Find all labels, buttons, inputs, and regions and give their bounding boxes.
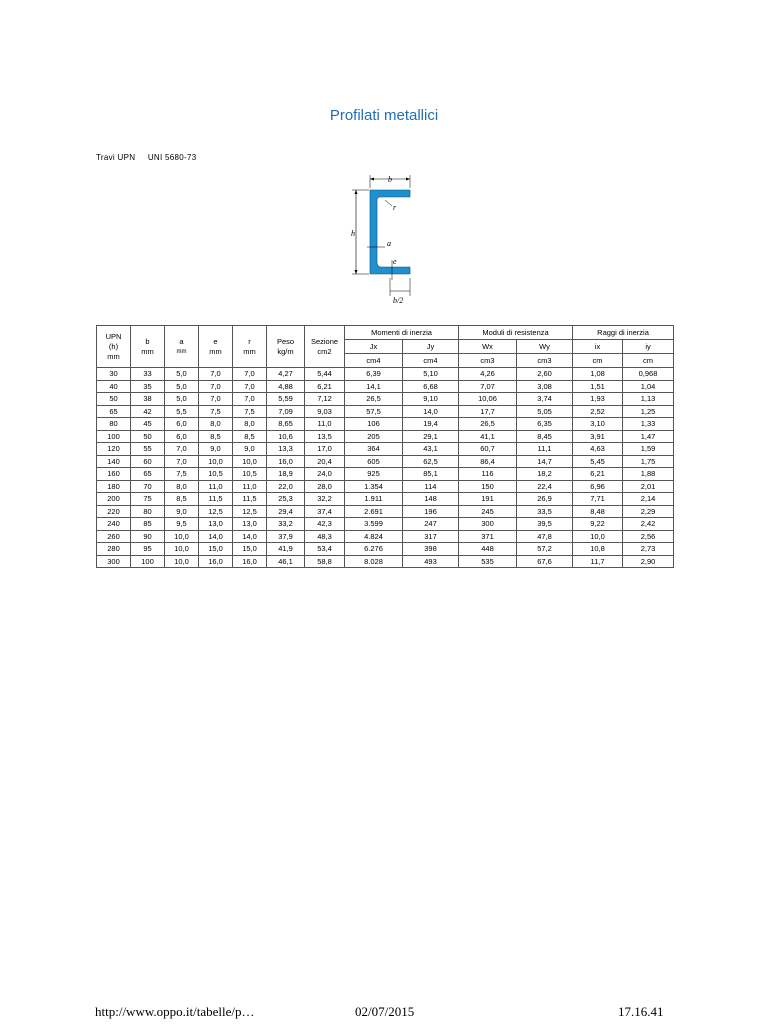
table-cell: 5,59 [267, 393, 305, 406]
table-cell: 8,48 [573, 505, 623, 518]
table-cell: 247 [403, 518, 459, 531]
dim-label-e: e [393, 257, 397, 266]
table-cell: 8,45 [517, 430, 573, 443]
table-row [97, 393, 674, 406]
table-cell: 6,21 [573, 468, 623, 481]
table-cell: 120 [97, 443, 131, 456]
table-cell: 62,5 [403, 455, 459, 468]
table-cell: 8,5 [165, 493, 199, 506]
footer-date: 02/07/2015 [355, 1004, 415, 1019]
table-row [97, 455, 674, 468]
unit-jy: cm4 [403, 354, 459, 368]
unit-wy: cm3 [517, 354, 573, 368]
dim-label-b: b [388, 175, 392, 184]
dim-label-h: h [351, 229, 355, 238]
table-cell: 280 [97, 543, 131, 556]
footer-time: 17.16.41 [618, 1004, 664, 1019]
page-title: Profilati metallici [329, 107, 439, 124]
table-cell: 5,0 [165, 380, 199, 393]
table-cell: 925 [345, 468, 403, 481]
table-cell: 8,0 [199, 418, 233, 431]
table-cell: 535 [459, 555, 517, 568]
table-cell: 5,0 [165, 368, 199, 381]
table-cell: 2,14 [623, 493, 674, 506]
table-cell: 32,2 [305, 493, 345, 506]
table-cell: 7,71 [573, 493, 623, 506]
table-cell: 86,4 [459, 455, 517, 468]
table-cell: 7,0 [233, 380, 267, 393]
footer-url: http://www.oppo.it/tabelle/p… [95, 1004, 255, 1019]
table-cell: 16,0 [267, 455, 305, 468]
table-cell: 448 [459, 543, 517, 556]
table-cell: 1,04 [623, 380, 674, 393]
table-cell: 25,3 [267, 493, 305, 506]
dim-label-b-half: b/2 [393, 296, 404, 305]
table-cell: 9,0 [233, 443, 267, 456]
table-cell: 7,0 [199, 393, 233, 406]
table-cell: 9,10 [403, 393, 459, 406]
unit-ix: cm [573, 354, 623, 368]
table-cell: 100 [131, 555, 165, 568]
table-cell: 43,1 [403, 443, 459, 456]
section-subtitle [96, 153, 197, 162]
table-cell: 22,0 [267, 480, 305, 493]
table-cell: 3,08 [517, 380, 573, 393]
table-cell: 26,9 [517, 493, 573, 506]
table-cell: 371 [459, 530, 517, 543]
table-cell: 6,0 [165, 418, 199, 431]
table-cell: 48,3 [305, 530, 345, 543]
table-cell: 2.691 [345, 505, 403, 518]
table-cell: 150 [459, 480, 517, 493]
table-row [97, 430, 674, 443]
table-row [97, 468, 674, 481]
table-cell: 13,0 [199, 518, 233, 531]
table-cell: 10,06 [459, 393, 517, 406]
table-cell: 14,1 [345, 380, 403, 393]
table-cell: 42,3 [305, 518, 345, 531]
table-cell: 7,0 [233, 368, 267, 381]
table-cell: 245 [459, 505, 517, 518]
table-cell: 8,5 [199, 430, 233, 443]
unit-iy: cm [623, 354, 674, 368]
table-cell: 37,9 [267, 530, 305, 543]
table-cell: 29,1 [403, 430, 459, 443]
table-cell: 9,03 [305, 405, 345, 418]
table-cell: 106 [345, 418, 403, 431]
table-cell: 90 [131, 530, 165, 543]
col-header-ix: ix [573, 340, 623, 354]
table-cell: 260 [97, 530, 131, 543]
group-header-momenti: Momenti di inerzia [345, 326, 459, 340]
table-cell: 200 [97, 493, 131, 506]
table-cell: 7,12 [305, 393, 345, 406]
table-cell: 13,5 [305, 430, 345, 443]
table-cell: 50 [97, 393, 131, 406]
table-cell: 24,0 [305, 468, 345, 481]
table-cell: 3,91 [573, 430, 623, 443]
table-cell: 10,0 [165, 555, 199, 568]
table-cell: 13,0 [233, 518, 267, 531]
table-cell: 11,0 [233, 480, 267, 493]
col-header-jy: Jy [403, 340, 459, 354]
table-row [97, 418, 674, 431]
table-cell: 6,96 [573, 480, 623, 493]
table-cell: 7,0 [199, 368, 233, 381]
table-cell: 26,5 [345, 393, 403, 406]
table-cell: 18,9 [267, 468, 305, 481]
table-cell: 8,0 [165, 480, 199, 493]
table-cell: 7,5 [233, 405, 267, 418]
table-cell: 11,5 [199, 493, 233, 506]
table-cell: 11,7 [573, 555, 623, 568]
col-header-a: a mm [165, 326, 199, 368]
table-cell: 10,5 [233, 468, 267, 481]
col-header-b: b mm [131, 326, 165, 368]
table-row [97, 368, 674, 381]
table-cell: 140 [97, 455, 131, 468]
table-cell: 4.824 [345, 530, 403, 543]
table-row [97, 493, 674, 506]
table-cell: 1,08 [573, 368, 623, 381]
col-header-r: r mm [233, 326, 267, 368]
table-cell: 2,42 [623, 518, 674, 531]
table-cell: 5,10 [403, 368, 459, 381]
table-cell: 58,8 [305, 555, 345, 568]
group-header-moduli: Moduli di resistenza [459, 326, 573, 340]
table-cell: 2,29 [623, 505, 674, 518]
table-row [97, 405, 674, 418]
table-cell: 67,6 [517, 555, 573, 568]
table-cell: 2,56 [623, 530, 674, 543]
table-cell: 2,52 [573, 405, 623, 418]
col-header-upn: UPN (h) mm [97, 326, 131, 368]
table-cell: 116 [459, 468, 517, 481]
table-cell: 14,0 [199, 530, 233, 543]
table-cell: 10,0 [573, 530, 623, 543]
table-row [97, 555, 674, 568]
table-cell: 20,4 [305, 455, 345, 468]
table-cell: 1,47 [623, 430, 674, 443]
table-cell: 7,0 [165, 443, 199, 456]
table-cell: 2,90 [623, 555, 674, 568]
table-cell: 39,5 [517, 518, 573, 531]
table-cell: 160 [97, 468, 131, 481]
table-cell: 85,1 [403, 468, 459, 481]
table-row [97, 443, 674, 456]
table-cell: 75 [131, 493, 165, 506]
table-cell: 11,5 [233, 493, 267, 506]
table-cell: 3,10 [573, 418, 623, 431]
table-cell: 5,5 [165, 405, 199, 418]
table-cell: 14,0 [403, 405, 459, 418]
table-cell: 1.911 [345, 493, 403, 506]
table-cell: 8,0 [233, 418, 267, 431]
table-cell: 100 [97, 430, 131, 443]
table-cell: 7,0 [233, 393, 267, 406]
standard-code: UNI 5680-73 [147, 153, 197, 162]
table-cell: 300 [459, 518, 517, 531]
table-cell: 16,0 [199, 555, 233, 568]
table-cell: 10,0 [233, 455, 267, 468]
table-row [97, 518, 674, 531]
table-cell: 53,4 [305, 543, 345, 556]
table-cell: 33 [131, 368, 165, 381]
table-cell: 70 [131, 480, 165, 493]
table-cell: 10,5 [199, 468, 233, 481]
table-cell: 26,5 [459, 418, 517, 431]
table-cell: 16,0 [233, 555, 267, 568]
table-cell: 8.028 [345, 555, 403, 568]
table-cell: 33,2 [267, 518, 305, 531]
table-cell: 191 [459, 493, 517, 506]
table-cell: 6,68 [403, 380, 459, 393]
table-cell: 9,0 [165, 505, 199, 518]
table-cell: 12,5 [199, 505, 233, 518]
table-cell: 148 [403, 493, 459, 506]
table-cell: 65 [97, 405, 131, 418]
group-header-raggi: Raggi di inerzia [573, 326, 674, 340]
table-row [97, 530, 674, 543]
table-cell: 11,0 [305, 418, 345, 431]
table-cell: 3.599 [345, 518, 403, 531]
table-cell: 15,0 [233, 543, 267, 556]
table-cell: 317 [403, 530, 459, 543]
table-cell: 65 [131, 468, 165, 481]
table-cell: 7,07 [459, 380, 517, 393]
profile-type: Travi UPN [96, 153, 136, 162]
unit-wx: cm3 [459, 354, 517, 368]
table-cell: 46,1 [267, 555, 305, 568]
table-cell: 13,3 [267, 443, 305, 456]
table-cell: 12,5 [233, 505, 267, 518]
table-cell: 19,4 [403, 418, 459, 431]
table-cell: 38 [131, 393, 165, 406]
table-cell: 605 [345, 455, 403, 468]
table-cell: 30 [97, 368, 131, 381]
table-cell: 40 [97, 380, 131, 393]
table-cell: 10,0 [199, 455, 233, 468]
table-cell: 9,0 [199, 443, 233, 456]
table-cell: 9,5 [165, 518, 199, 531]
upn-section-shape [370, 190, 410, 274]
table-row [97, 505, 674, 518]
table-cell: 41,1 [459, 430, 517, 443]
table-cell: 7,0 [165, 455, 199, 468]
table-cell: 4,88 [267, 380, 305, 393]
table-cell: 7,09 [267, 405, 305, 418]
table-row [97, 480, 674, 493]
table-cell: 8,65 [267, 418, 305, 431]
table-cell: 37,4 [305, 505, 345, 518]
table-cell: 180 [97, 480, 131, 493]
table-cell: 41,9 [267, 543, 305, 556]
table-cell: 11,0 [199, 480, 233, 493]
table-cell: 4,27 [267, 368, 305, 381]
table-cell: 55 [131, 443, 165, 456]
table-cell: 7,0 [199, 380, 233, 393]
table-cell: 6,0 [165, 430, 199, 443]
unit-jx: cm4 [345, 354, 403, 368]
table-cell: 47,8 [517, 530, 573, 543]
table-cell: 8,5 [233, 430, 267, 443]
table-cell: 14,0 [233, 530, 267, 543]
table-cell: 220 [97, 505, 131, 518]
col-header-peso: Peso kg/m [267, 326, 305, 368]
table-cell: 10,0 [165, 530, 199, 543]
table-cell: 2,60 [517, 368, 573, 381]
table-cell: 10,6 [267, 430, 305, 443]
table-cell: 1,51 [573, 380, 623, 393]
table-cell: 114 [403, 480, 459, 493]
col-header-iy: iy [623, 340, 674, 354]
dim-label-r: r [393, 203, 397, 212]
table-cell: 17,0 [305, 443, 345, 456]
table-cell: 60,7 [459, 443, 517, 456]
table-cell: 5,45 [573, 455, 623, 468]
table-cell: 1.354 [345, 480, 403, 493]
table-cell: 5,0 [165, 393, 199, 406]
table-row [97, 380, 674, 393]
table-cell: 60 [131, 455, 165, 468]
table-cell: 80 [97, 418, 131, 431]
table-cell: 50 [131, 430, 165, 443]
col-header-jx: Jx [345, 340, 403, 354]
table-cell: 4,26 [459, 368, 517, 381]
dim-label-a: a [387, 239, 391, 248]
upn-profile-table [96, 325, 674, 568]
table-cell: 4,63 [573, 443, 623, 456]
table-cell: 10,0 [165, 543, 199, 556]
table-cell: 9,22 [573, 518, 623, 531]
table-cell: 5,05 [517, 405, 573, 418]
table-cell: 240 [97, 518, 131, 531]
table-cell: 398 [403, 543, 459, 556]
table-cell: 2,73 [623, 543, 674, 556]
table-cell: 57,5 [345, 405, 403, 418]
table-cell: 205 [345, 430, 403, 443]
table-cell: 29,4 [267, 505, 305, 518]
table-cell: 2,01 [623, 480, 674, 493]
table-cell: 1,33 [623, 418, 674, 431]
table-cell: 196 [403, 505, 459, 518]
col-header-e: e mm [199, 326, 233, 368]
col-header-sezione: Sezione cm2 [305, 326, 345, 368]
table-cell: 364 [345, 443, 403, 456]
table-cell: 57,2 [517, 543, 573, 556]
table-cell: 6.276 [345, 543, 403, 556]
table-cell: 85 [131, 518, 165, 531]
table-cell: 6,39 [345, 368, 403, 381]
table-cell: 10,8 [573, 543, 623, 556]
table-cell: 45 [131, 418, 165, 431]
table-cell: 7,5 [199, 405, 233, 418]
table-cell: 0,968 [623, 368, 674, 381]
table-cell: 300 [97, 555, 131, 568]
table-cell: 1,59 [623, 443, 674, 456]
table-cell: 1,13 [623, 393, 674, 406]
table-cell: 18,2 [517, 468, 573, 481]
table-cell: 6,21 [305, 380, 345, 393]
table-cell: 6,35 [517, 418, 573, 431]
table-cell: 14,7 [517, 455, 573, 468]
table-cell: 22,4 [517, 480, 573, 493]
table-cell: 1,75 [623, 455, 674, 468]
table-cell: 15,0 [199, 543, 233, 556]
table-row [97, 543, 674, 556]
table-cell: 1,25 [623, 405, 674, 418]
table-cell: 493 [403, 555, 459, 568]
col-header-wx: Wx [459, 340, 517, 354]
col-header-wy: Wy [517, 340, 573, 354]
table-cell: 17,7 [459, 405, 517, 418]
table-cell: 35 [131, 380, 165, 393]
table-cell: 95 [131, 543, 165, 556]
table-cell: 1,88 [623, 468, 674, 481]
table-cell: 80 [131, 505, 165, 518]
table-cell: 42 [131, 405, 165, 418]
table-cell: 28,0 [305, 480, 345, 493]
table-cell: 7,5 [165, 468, 199, 481]
table-cell: 33,5 [517, 505, 573, 518]
table-cell: 5,44 [305, 368, 345, 381]
table-cell: 3,74 [517, 393, 573, 406]
table-cell: 11,1 [517, 443, 573, 456]
upn-profile-diagram [340, 170, 430, 310]
table-body [97, 368, 674, 568]
table-cell: 1,93 [573, 393, 623, 406]
